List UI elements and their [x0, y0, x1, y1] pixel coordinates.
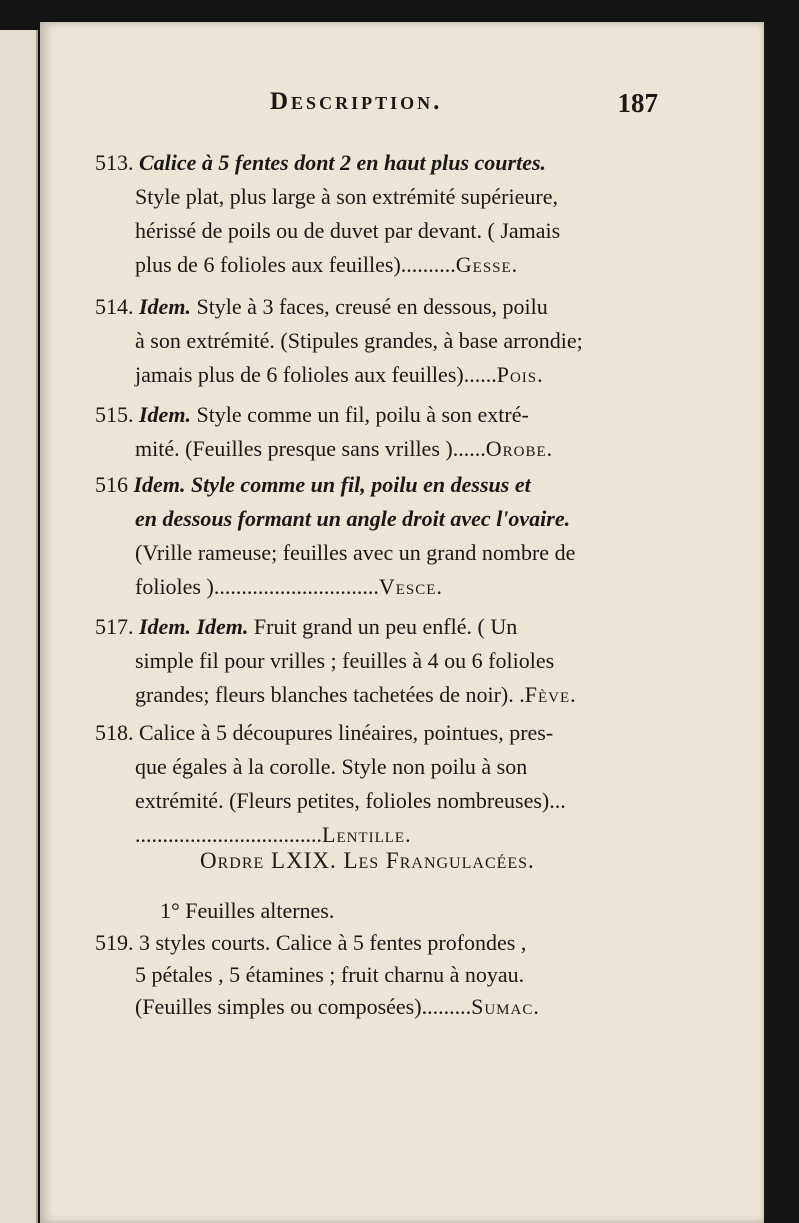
entry-line [95, 292, 655, 322]
entry-line [135, 182, 655, 212]
entry-text: Style comme un fil, poilu à son extré- [190, 402, 529, 427]
entry-line [95, 470, 655, 500]
entry-text: 515. [95, 402, 139, 427]
entry-text: Style à 3 faces, creusé en dessous, poilu [190, 294, 548, 319]
entry-line [95, 148, 655, 178]
entry-line [135, 250, 655, 280]
entry-text: 513. [95, 150, 139, 175]
entry-line [135, 680, 655, 710]
entry-519-genus: Sumac. [471, 994, 540, 1019]
entry-text: mité. (Feuilles presque sans vrilles )...... [135, 436, 486, 461]
entry-text: Idem. Idem. [139, 614, 249, 639]
entry-text: Style plat, plus large à son extrémité supérieure, [135, 184, 558, 209]
page-number: 187 [617, 88, 658, 118]
entry-text: jamais plus de 6 folioles aux feuilles)...... [135, 362, 497, 387]
entry-line [135, 504, 655, 534]
entry-line [135, 786, 655, 816]
entry-text: .................................. [135, 822, 322, 847]
entry-line [135, 646, 655, 676]
entry-line [135, 434, 655, 464]
entry-text: (Vrille rameuse; feuilles avec un grand nombre de [135, 540, 576, 565]
subsection-heading: 1° Feuilles alternes. [160, 898, 335, 923]
entry-519-line-1: 519. 3 styles courts. Calice à 5 fentes profondes , [95, 930, 527, 955]
entry-text: Idem. [139, 294, 191, 319]
entry-text: Idem. [139, 402, 191, 427]
entry-line [135, 752, 655, 782]
entry-text: folioles ).............................. [135, 574, 379, 599]
genus-name: Lentille. [322, 822, 412, 847]
genus-name: Orobe. [485, 436, 554, 461]
entry-line [95, 718, 655, 748]
entry-519-text: (Feuilles simples ou composées)......... [135, 994, 472, 1019]
entry-text: Fruit grand un peu enflé. ( Un [248, 614, 518, 639]
entry-text: Idem. Style comme un fil, poilu en dessus et [133, 472, 531, 497]
page-header [270, 88, 658, 124]
entry-519-line-3 [135, 992, 655, 1022]
entry-text: grandes; fleurs blanches tachetées de noir). . [135, 682, 525, 707]
entry-line [95, 400, 655, 430]
entry-line [135, 538, 655, 568]
entry-519-line-2: 5 pétales , 5 étamines ; fruit charnu à noyau. [135, 962, 525, 987]
entry-text: hérissé de poils ou de duvet par devant. ( Jamais [135, 218, 561, 243]
entry-text: 514. [95, 294, 139, 319]
entry-text: extrémité. (Fleurs petites, folioles nombreuses)... [135, 788, 566, 813]
entry-text: que égales à la corolle. Style non poilu à son [135, 754, 528, 779]
entry-text: à son extrémité. (Stipules grandes, à base arrondie; [135, 328, 583, 353]
entry-text: en dessous formant un angle droit avec l'ovaire. [135, 506, 571, 531]
genus-name: Fève. [524, 682, 577, 707]
genus-name: Vesce. [378, 574, 443, 599]
entry-text: 517. [95, 614, 139, 639]
entry-text: 516 [95, 472, 134, 497]
entry-text: simple fil pour vrilles ; feuilles à 4 ou 6 folioles [135, 648, 555, 673]
entry-line [135, 360, 655, 390]
entry-line [135, 216, 655, 246]
genus-name: Gesse. [455, 252, 519, 277]
entry-text: 518. Calice à 5 découpures linéaires, pointues, pres- [95, 720, 554, 745]
running-title: Description. [270, 88, 443, 115]
entry-text: plus de 6 folioles aux feuilles).......... [135, 252, 456, 277]
genus-name: Pois. [496, 362, 544, 387]
order-heading: Ordre LXIX. Les Frangulacées. [200, 848, 535, 873]
entry-line [135, 326, 655, 356]
entry-text: Calice à 5 fentes dont 2 en haut plus courtes. [139, 150, 547, 175]
entry-line [95, 612, 655, 642]
facing-page-edge [0, 30, 38, 1223]
entry-line [135, 572, 655, 602]
entry-line [135, 820, 655, 850]
